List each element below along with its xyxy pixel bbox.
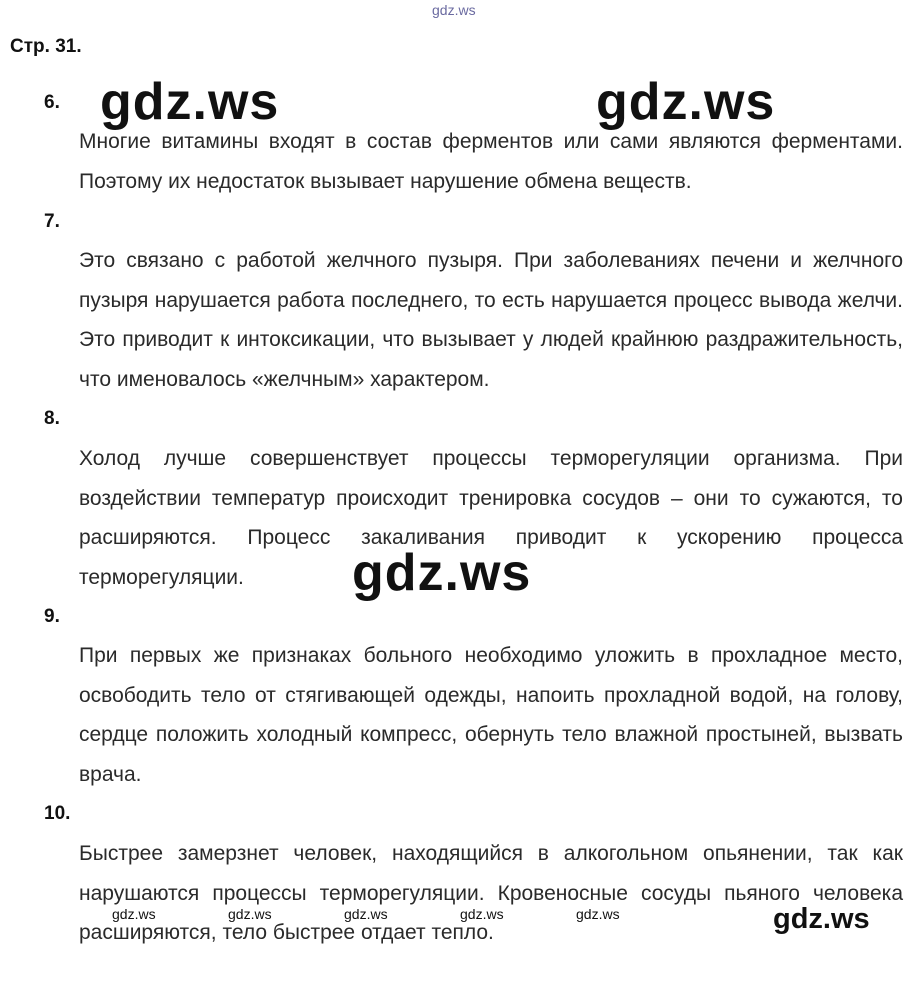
watermark-large: gdz.ws [596, 73, 776, 131]
item-text-7: Это связано с работой желчного пузыря. При заболеваниях печени и желчного пузыря нарушается работа последнего, то есть нарушается процесс вывода желчи. Это приводит к интоксикации, что вызывает у людей крайнюю раздражительность, что именовалось «желчным» характером. [79, 249, 903, 391]
watermark-small: gdz.ws [112, 906, 156, 922]
watermark-small: gdz.ws [576, 906, 620, 922]
watermark-small: gdz.ws [460, 906, 504, 922]
item-number-7: 7. [44, 211, 60, 232]
watermark-small: gdz.ws [344, 906, 388, 922]
watermark-large: gdz.ws [352, 544, 532, 602]
page-title: Стр. 31. [10, 36, 82, 57]
item-text-8: Холод лучше совершенствует процессы терморегуляции организма. При воздействии температур происходит тренировка сосудов – они то сужаются, то расширяются. Процесс закаливания приводит к ускорению процесса терморегуляции. [79, 447, 903, 589]
watermark-top: gdz.ws [432, 2, 476, 18]
item-number-6: 6. [44, 92, 60, 113]
watermark-medium: gdz.ws [773, 903, 870, 935]
item-text-9: При первых же признаках больного необходимо уложить в прохладное место, освободить тело от стягивающей одежды, напоить прохладной водой, на голову, сердце положить холодный компресс, обернуть тело влажной простыней, вызвать врача. [79, 644, 903, 786]
watermark-large: gdz.ws [100, 73, 280, 131]
item-number-10: 10. [44, 803, 71, 824]
item-text-6: Многие витамины входят в состав ферментов или сами являются ферментами. Поэтому их недостаток вызывает нарушение обмена веществ. [79, 130, 903, 193]
item-number-9: 9. [44, 606, 60, 627]
item-text-10: Быстрее замерзнет человек, находящийся в алкогольном опьянении, так как нарушаются процессы терморегуляции. Кровеносные сосуды пьяного человека расширяются, тело быстрее отдает тепло. [79, 842, 903, 944]
item-number-8: 8. [44, 408, 60, 429]
watermark-small: gdz.ws [228, 906, 272, 922]
